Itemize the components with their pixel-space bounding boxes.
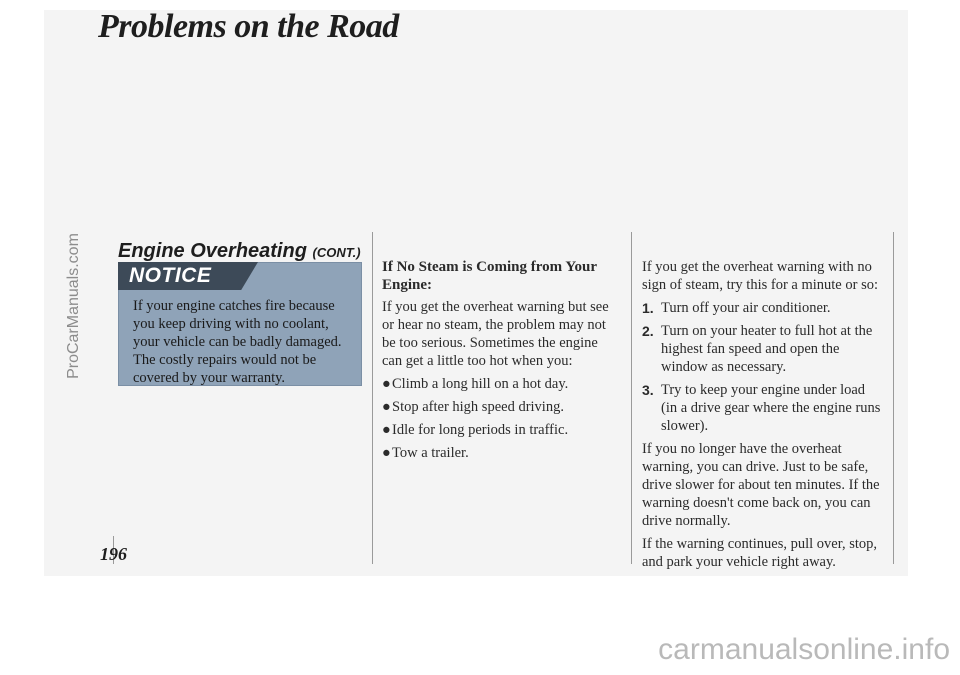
step-text: Turn on your heater to full hot at the highest fan speed and open the window as necessary. bbox=[661, 323, 873, 375]
bullet-glyph: ● bbox=[382, 445, 391, 461]
step-text: Try to keep your engine under load (in a drive gear where the engine runs slower). bbox=[661, 382, 881, 434]
step-text: Turn off your air conditioner. bbox=[661, 300, 831, 316]
middle-column bbox=[382, 258, 618, 467]
right-column-paragraph: If you no longer have the overheat warning, you can drive. Just to be safe, drive slower for about ten minutes. If the warning doesn't come back on, you can drive normally. bbox=[642, 441, 880, 529]
step-number: 1. bbox=[642, 300, 654, 316]
middle-column-intro: If you get the overheat warning but see or hear no steam, the problem may not be too serious. Sometimes the engine can get a little too hot when you: bbox=[382, 299, 609, 369]
step-number: 3. bbox=[642, 382, 654, 398]
steps-list bbox=[642, 299, 882, 435]
bullet-list bbox=[382, 375, 618, 462]
bullet-glyph: ● bbox=[382, 399, 391, 415]
side-watermark: ProCarManuals.com bbox=[65, 233, 82, 379]
list-item bbox=[642, 381, 882, 435]
list-item bbox=[642, 322, 882, 376]
right-column-rule bbox=[631, 232, 632, 564]
list-item: ● Tow a trailer. bbox=[382, 445, 469, 461]
section-heading-main: Engine Overheating bbox=[118, 240, 313, 262]
right-column-intro: If you get the overheat warning with no sign of steam, try this for a minute or so: bbox=[642, 259, 878, 293]
bullet-glyph: ● bbox=[382, 376, 391, 392]
bottom-watermark: carmanualsonline.info bbox=[658, 633, 950, 666]
list-item bbox=[642, 299, 882, 317]
step-number: 2. bbox=[642, 323, 654, 339]
list-item: ● Idle for long periods in traffic. bbox=[382, 422, 569, 438]
list-item: ● Climb a long hill on a hot day. bbox=[382, 376, 569, 392]
notice-title: NOTICE bbox=[129, 264, 212, 287]
page-number: 196 bbox=[100, 544, 127, 564]
page-title: Problems on the Road bbox=[98, 8, 399, 45]
middle-column-heading: If No Steam is Coming from Your Engine: bbox=[382, 259, 597, 293]
right-column-paragraph: If the warning continues, pull over, stop, and park your vehicle right away. bbox=[642, 536, 877, 570]
notice-text: If your engine catches fire because you keep driving with no coolant, your vehicle can be badly damaged. The costly repairs would not be covered by your warranty. bbox=[133, 298, 342, 386]
bullet-glyph: ● bbox=[382, 422, 391, 438]
notice-box bbox=[118, 262, 362, 386]
right-edge-rule bbox=[893, 232, 894, 564]
middle-column-rule bbox=[372, 232, 373, 564]
section-heading bbox=[118, 240, 361, 263]
section-heading-suffix: (CONT.) bbox=[312, 245, 361, 260]
list-item: ● Stop after high speed driving. bbox=[382, 399, 564, 415]
right-column bbox=[642, 258, 882, 576]
